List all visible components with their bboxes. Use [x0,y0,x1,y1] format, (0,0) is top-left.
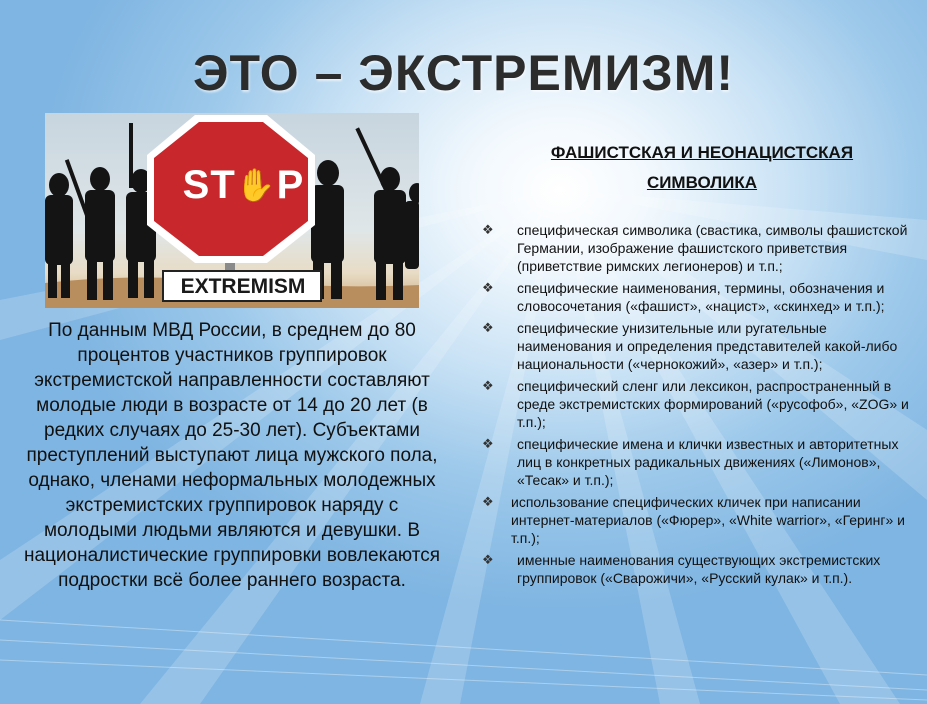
extremism-banner: EXTREMISM [180,275,306,298]
stop-extremism-photo [45,113,419,308]
diamond-bullet-icon: ❖ [482,436,494,451]
diamond-bullet-icon: ❖ [482,494,494,509]
list-item [480,435,920,489]
list-item [480,319,920,373]
list-item-text: специфические унизительные или ругательные наименования и определения представителей какой-либо национальности («чернокожий», «азер» и т.п.); [517,320,898,372]
list-item [480,279,920,315]
section-heading-line-2: СИМВОЛИКА [646,173,758,192]
hand-icon: ✋ [235,167,277,203]
list-item-text: использование специфических кличек при написании интернет-материалов («Фюрер», «White warrior», «Геринг» и т.п.); [511,494,905,546]
diamond-bullet-icon: ❖ [482,552,494,567]
list-item [480,221,920,275]
list-item-text: специфические имена и клички известных и авторитетных лиц в конкретных радикальных движениях («Лимонов», «Тесак» и т.п.); [517,436,899,488]
statistics-paragraph: По данным МВД России, в среднем до 80 процентов участников группировок экстремистской направленности составляют молодые люди в возрасте от 14 до 20 лет (в редких случаях до 25-30 лет). Субъектами преступлений выступают лица мужского пола, однако, членами неформальных молодежных экстремистских группировок наряду с молодыми людьми являются и девушки. В националистические группировки вовлекаются подростки всё более раннего возраста. [23,320,440,591]
diamond-bullet-icon: ❖ [482,378,494,393]
section-heading-line-1: ФАШИСТСКАЯ И НЕОНАЦИСТСКАЯ [550,143,854,162]
section-heading [472,138,927,198]
list-item-text: специфический сленг или лексикон, распространенный в среде экстремистских формирований («русофоб», «ZOG» и т.п.); [517,378,909,430]
diamond-bullet-icon: ❖ [482,222,494,237]
page-title: ЭТО – ЭКСТРЕМИЗМ! [192,45,735,101]
stop-sign-text-st: ST [182,163,236,207]
diamond-bullet-icon: ❖ [482,280,494,295]
list-item [480,551,920,587]
list-item [480,493,920,547]
list-item [480,377,920,431]
diamond-bullet-icon: ❖ [482,320,494,335]
list-item-text: специфическая символика (свастика, символы фашистской Германии, изображение фашистского приветствия (приветствие римских легионеров) и т.п.; [517,222,908,274]
list-item-text: именные наименования существующих экстремистских группировок («Сварожичи», «Русский кулак» и т.п.). [517,552,881,586]
stop-sign-text-p: P [276,163,305,207]
symbolism-list [480,221,920,591]
stop-sign [171,163,316,208]
list-item-text: специфические наименования, термины, обозначения и словосочетания («фашист», «нацист», «скинхед» и т.п.); [517,280,885,314]
